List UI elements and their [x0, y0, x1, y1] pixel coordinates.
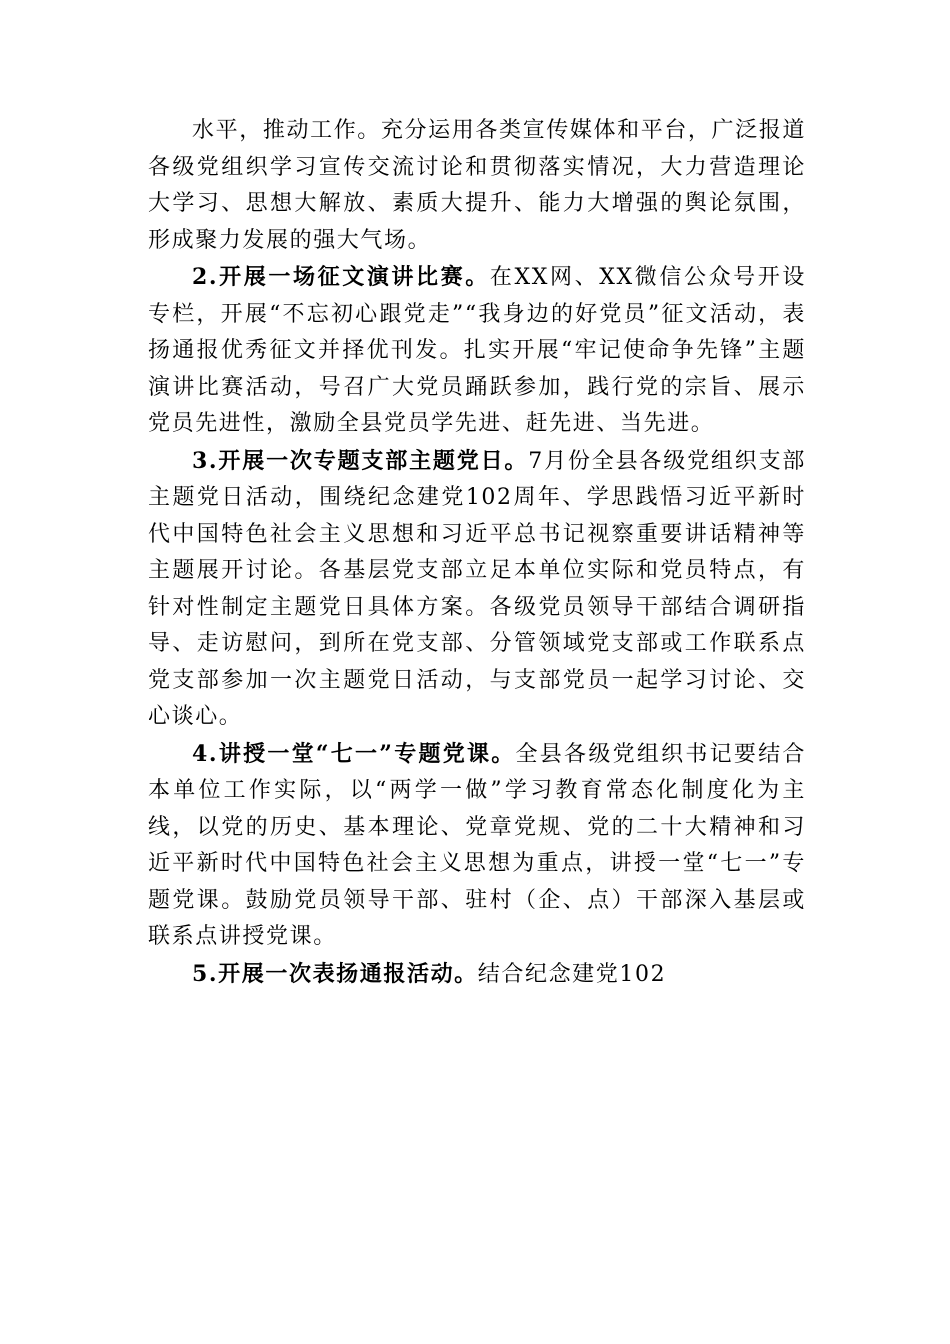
paragraph-3-text: 7月份全县各级党组织支部主题党日活动，围绕纪念建党102周年、学思践悟习近平新时代中国特色社会主义思想和习近平总书记视察重要讲话精神等主题展开讨论。各基层党支部立足本单位实际和党员特点，有针对性制定主题党日具体方案。各级党员领导干部结合调研指导、走访慰问，到所在党支部、分管领域党支部或工作联系点党支部参加一次主题党日活动，与支部党员一起学习讨论、交心谈心。 [148, 448, 806, 729]
paragraph-3-heading: 3.开展一次专题支部主题党日。 [192, 447, 529, 474]
paragraph-4-heading: 4.讲授一堂“七一”专题党课。 [192, 740, 516, 767]
paragraph-1 [148, 112, 806, 259]
paragraph-4 [148, 736, 806, 956]
paragraph-5-text: 结合纪念建党102 [477, 961, 667, 987]
paragraph-2-text: 在XX网、XX微信公众号开设专栏，开展“不忘初心跟党走”“我身边的好党员”征文活动，表扬通报优秀征文并择优刊发。扎实开展“牢记使命争先锋”主题演讲比赛活动，号召广大党员踊跃参加，践行党的宗旨、展示党员先进性，激励全县党员学先进、赶先进、当先进。 [148, 265, 806, 436]
paragraph-3 [148, 443, 806, 736]
paragraph-5-heading: 5.开展一次表扬通报活动。 [192, 960, 478, 987]
document-body [148, 112, 806, 993]
paragraph-4-text: 全县各级党组织书记要结合本单位工作实际，以“两学一做”学习教育常态化制度化为主线，以党的历史、基本理论、党章党规、党的二十大精神和习近平新时代中国特色社会主义思想为重点，讲授一堂“七一”专题党课。鼓励党员领导干部、驻村（企、点）干部深入基层或联系点讲授党课。 [148, 741, 806, 949]
paragraph-1-text: 水平，推动工作。充分运用各类宣传媒体和平台，广泛报道各级党组织学习宣传交流讨论和贯彻落实情况，大力营造理论大学习、思想大解放、素质大提升、能力大增强的舆论氛围，形成聚力发展的强大气场。 [148, 118, 806, 253]
paragraph-5 [148, 956, 806, 994]
paragraph-2-heading: 2.开展一场征文演讲比赛。 [192, 264, 490, 290]
paragraph-2 [148, 259, 806, 443]
